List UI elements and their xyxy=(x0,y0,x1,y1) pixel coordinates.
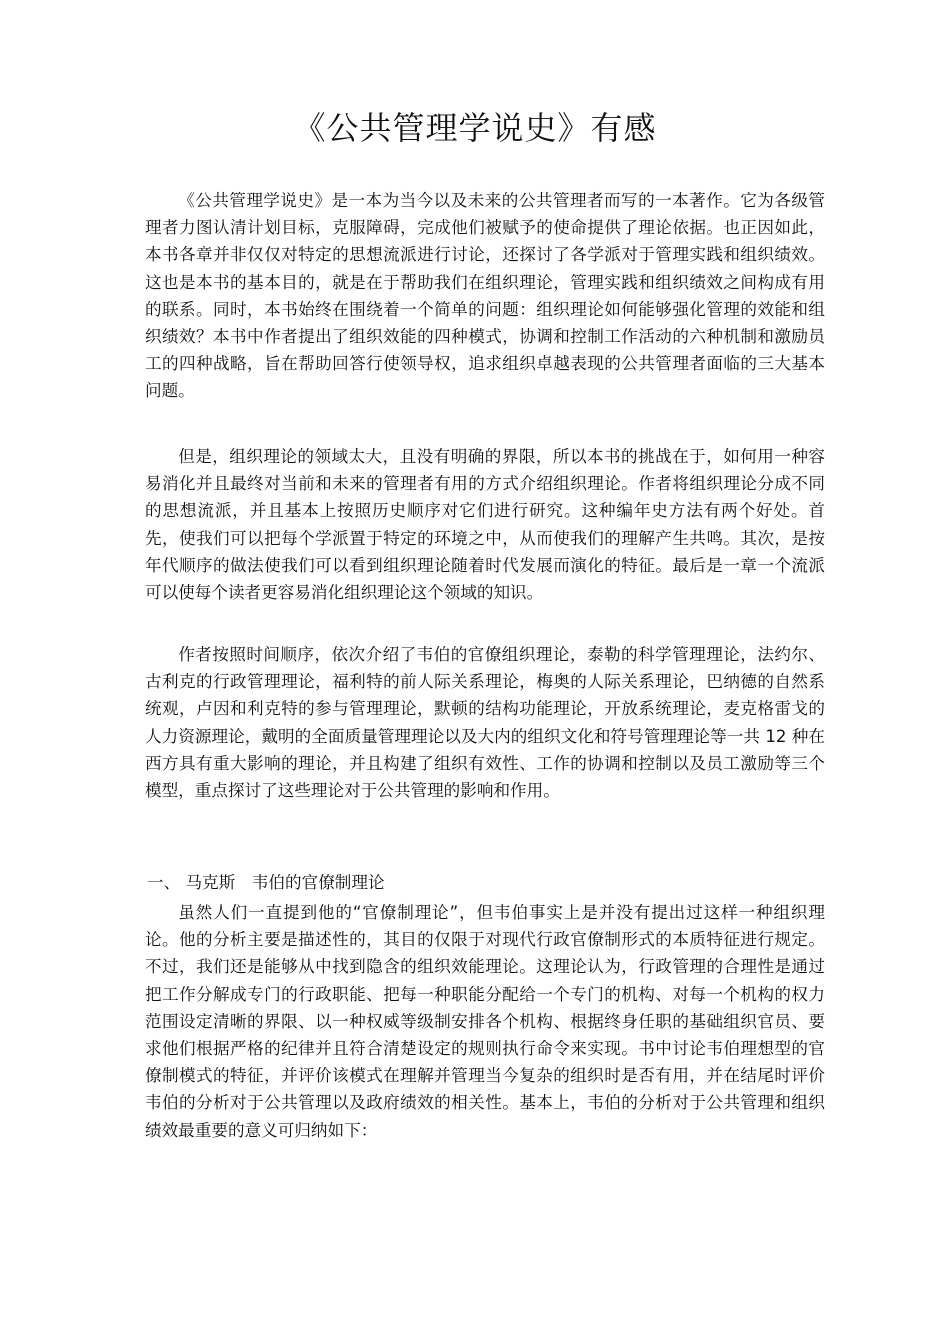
document-title: 《公共管理学说史》有感 xyxy=(293,109,657,147)
paragraph-weber: 虽然人们一直提到他的“官僚制理论”，但韦伯事实上是并没有提出过这样一种组织理论。他的分析主要是描述性的，其目的仅限于对现代行政官僚制形式的本质特征进行规定。不过，我们还是能够从中找到隐含的组织效能理论。这理论认为，行政管理的合理性是通过把工作分解成专门的行政职能、把每一种职能分配给一个专门的机构、对每一个机构的权力范围设定清晰的界限、以一种权威等级制安排各个机构、根据终身任职的基础组织官员、要求他们根据严格的纪律并且符合清楚设定的规则执行命令来实现。书中讨论韦伯理想型的官僚制模式的特征，并评价该模式在理解并管理当今复杂的组织时是否有用，并在结尾时评价韦伯的分析对于公共管理以及政府绩效的相关性。基本上，韦伯的分析对于公共管理和组织绩效最重要的意义可归纳如下： xyxy=(145,903,825,1140)
paragraph-challenge: 但是，组织理论的领域太大，且没有明确的界限，所以本书的挑战在于，如何用一种容易消化并且最终对当前和未来的管理者有用的方式介绍组织理论。作者将组织理论分成不同的思想流派，并且基本上按照历史顺序对它们进行研究。这种编年史方法有两个好处。首先，使我们可以把每个学派置于特定的环境之中，从而使我们的理解产生共鸣。其次，是按年代顺序的做法使我们可以看到组织理论随着时代发展而演化的特征。最后是一章一个流派可以使每个读者更容易消化组织理论这个领域的知识。 xyxy=(145,447,825,603)
section-heading-weber: 一、 马克斯 韦伯的官僚制理论 xyxy=(147,873,385,892)
paragraph-intro: 《公共管理学说史》是一本为当今以及未来的公共管理者而写的一本著作。它为各级管理者力图认清计划目标，克服障碍，完成他们被赋予的使命提供了理论依据。也正因如此，本书各章并非仅仅对特定的思想流派进行讨论，还探讨了各学派对于管理实践和组织绩效。这也是本书的基本目的，就是在于帮助我们在组织理论，管理实践和组织绩效之间构成有用的联系。同时，本书始终在围绕着一个简单的问题：组织理论如何能够强化管理的效能和组织绩效？本书中作者提出了组织效能的四种模式，协调和控制工作活动的六种机制和激励员工的四种战略，旨在帮助回答行使领导权，追求组织卓越表现的公共管理者面临的三大基本问题。 xyxy=(145,191,825,401)
paragraph-theories: 作者按照时间顺序，依次介绍了韦伯的官僚组织理论，泰勒的科学管理理论，法约尔、古利克的行政管理理论，福利特的前人际关系理论，梅奥的人际关系理论，巴纳德的自然系统观，卢因和利克特的参与管理理论，默顿的结构功能理论，开放系统理论，麦克格雷戈的人力资源理论，戴明的全面质量管理理论以及大内的组织文化和符号管理理论等一共 12 种在西方具有重大影响的理论，并且构建了组织有效性、工作的协调和控制以及员工激励等三个模型，重点探讨了这些理论对于公共管理的影响和作用。 xyxy=(145,645,825,801)
